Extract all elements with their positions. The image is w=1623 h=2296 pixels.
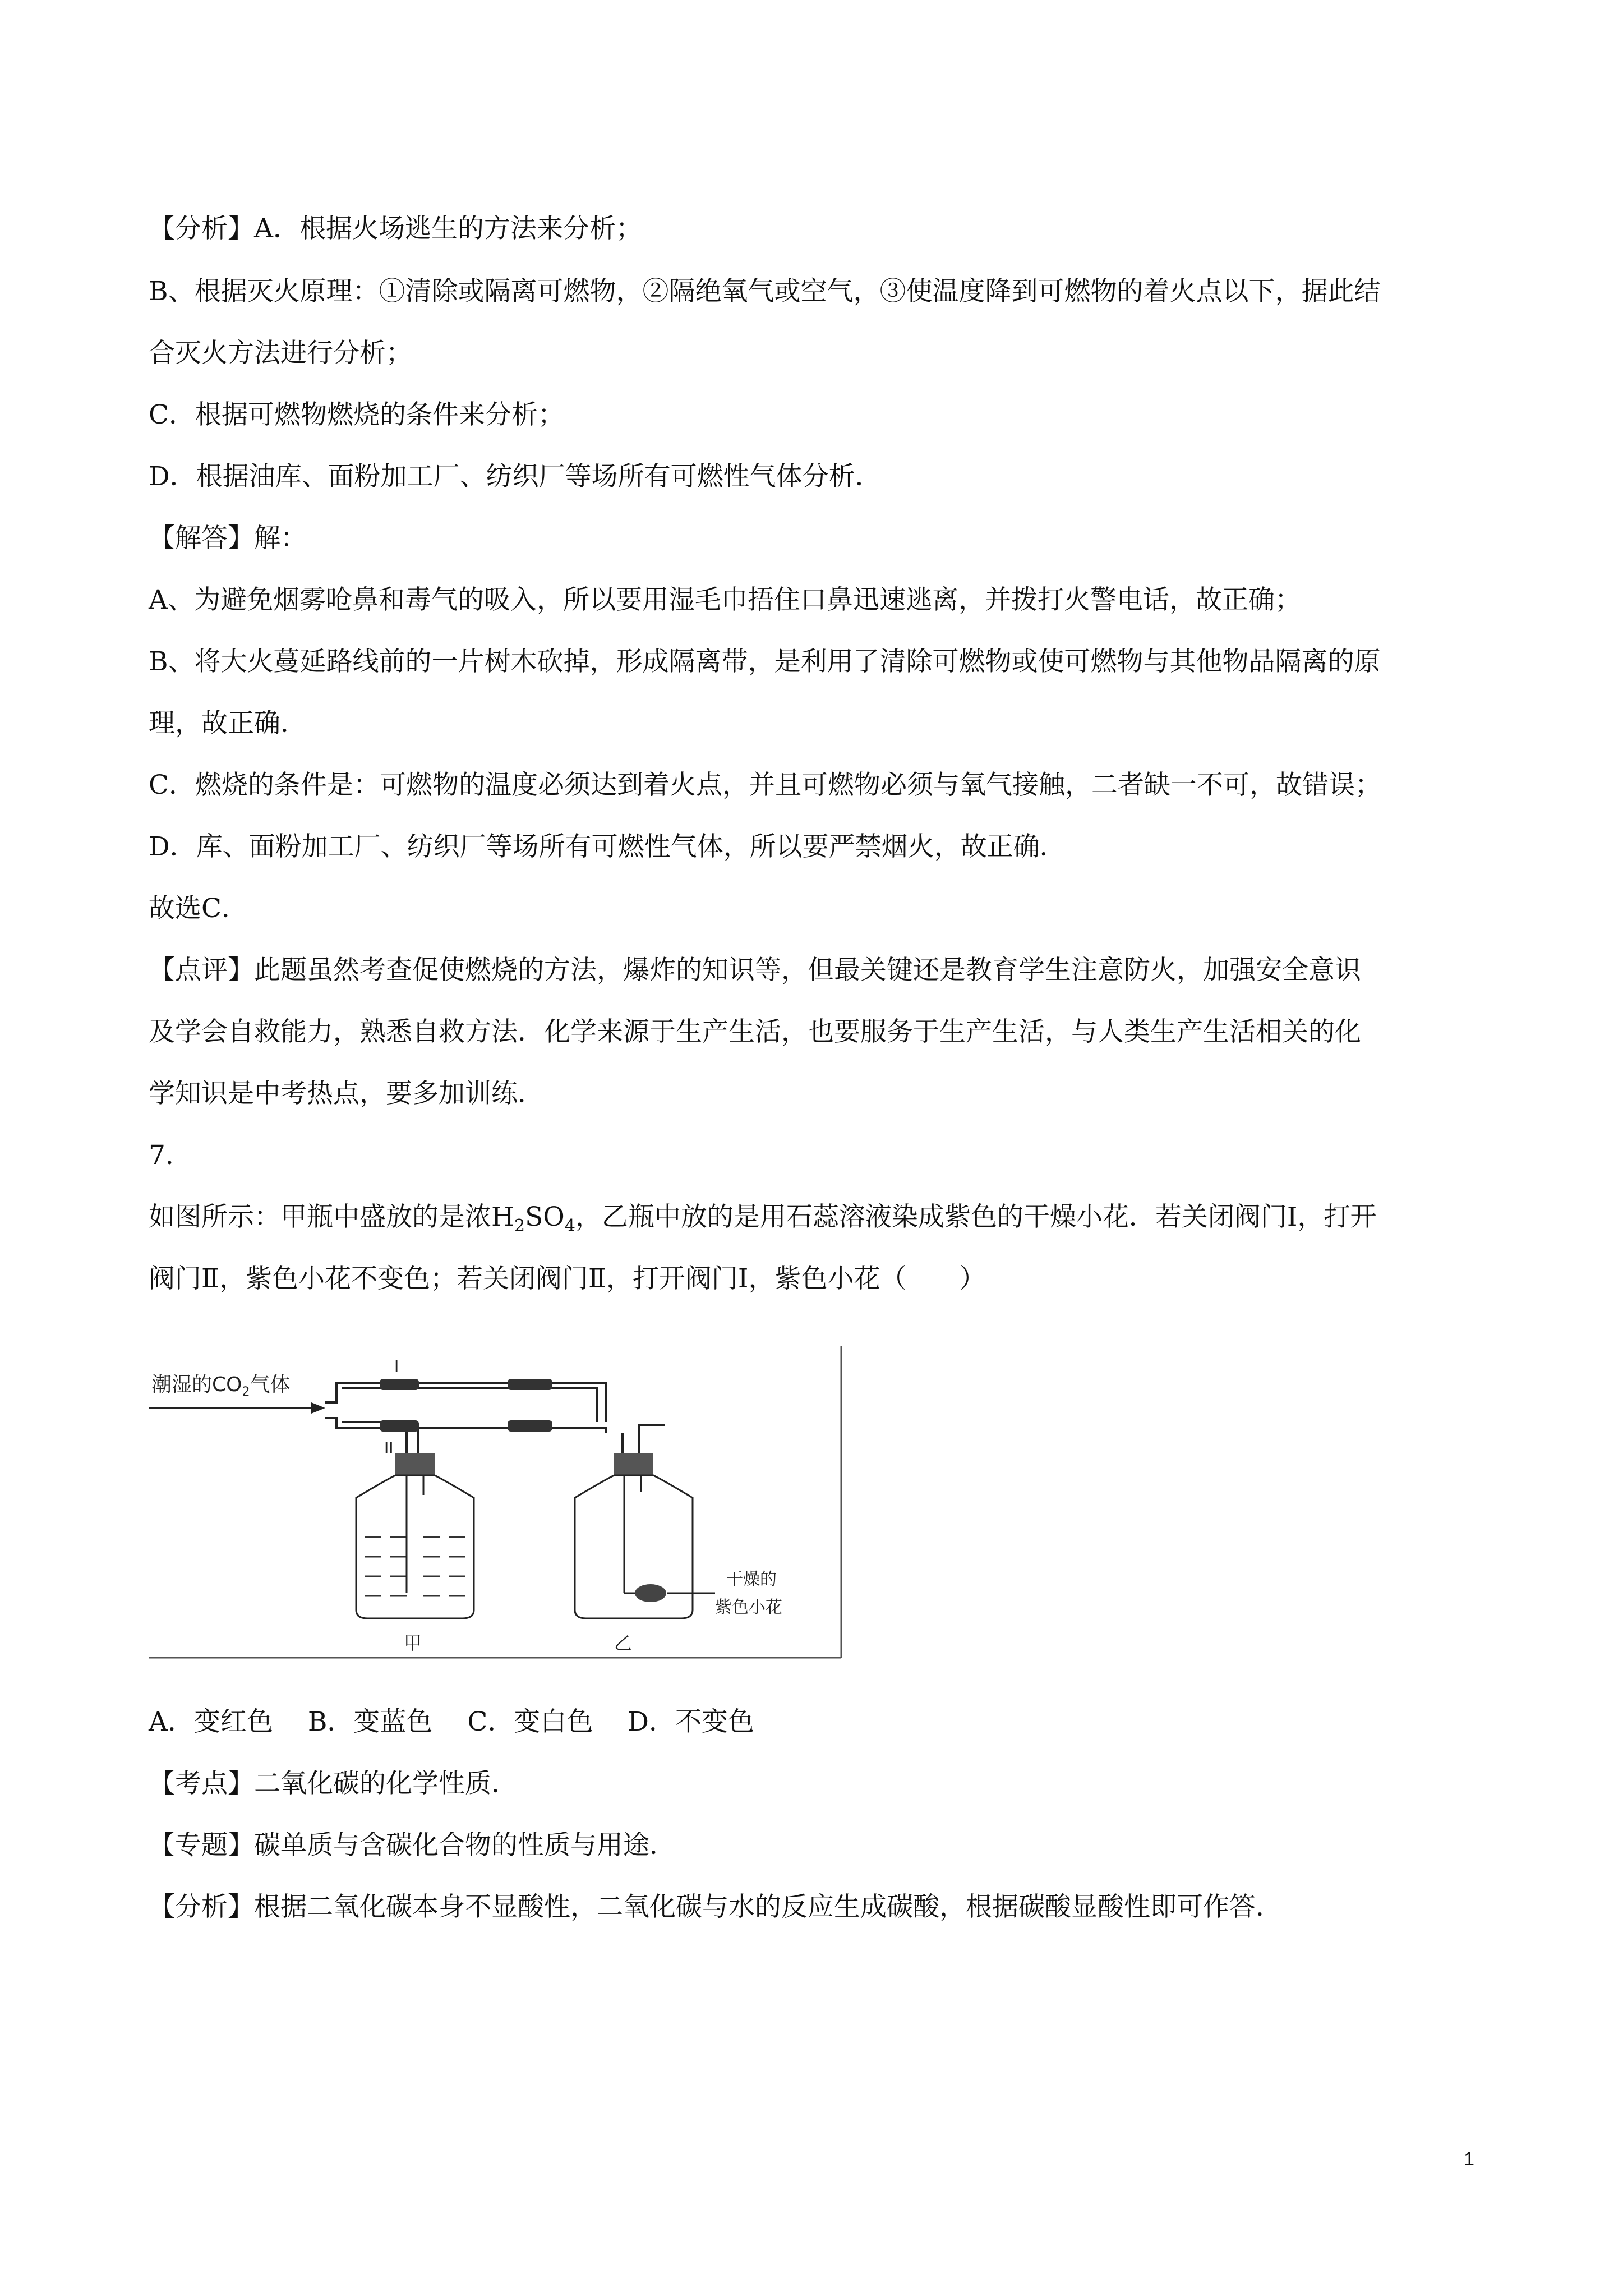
- answer-c: C．燃烧的条件是：可燃物的温度必须达到着火点，并且可燃物必须与氧气接触，二者缺一不可，故错误；: [149, 770, 1381, 800]
- analysis-d: D．根据油库、面粉加工厂、纺织厂等场所有可燃性气体分析．: [149, 461, 882, 492]
- answer-b-line1: B、将大火蔓延路线前的一片树木砍掉，形成隔离带，是利用了清除可燃物或使可燃物与其他物品隔离的原: [149, 646, 1381, 677]
- arrow-head-icon: [311, 1402, 325, 1414]
- comment-line2: 及学会自救能力，熟悉自救方法．化学来源于生产生活，也要服务于生产生活，与人类生产生活相关的化: [149, 1016, 1361, 1047]
- question-line2: 阀门Ⅱ，紫色小花不变色；若关闭阀门Ⅱ，打开阀门Ⅰ，紫色小花（ ）: [149, 1263, 986, 1294]
- bottle-jia: [356, 1453, 474, 1618]
- analysis-heading: 【分析】A．根据火场逃生的方法来分析；: [149, 213, 642, 244]
- analysis-c: C．根据可燃物燃烧的条件来分析；: [149, 399, 564, 430]
- flower-icon: [635, 1584, 666, 1602]
- bottle-jia-label: 甲: [404, 1632, 422, 1654]
- valve-2-label: II: [384, 1438, 394, 1457]
- analysis-7: 【分析】根据二氧化碳本身不显酸性，二氧化碳与水的反应生成碳酸，根据碳酸显酸性即可作答．: [149, 1892, 1282, 1922]
- analysis-b-line2: 合灭火方法进行分析；: [149, 338, 412, 369]
- clamps: [380, 1379, 552, 1432]
- bottle-yi: [575, 1453, 715, 1618]
- comment-line1: 【点评】此题虽然考查促使燃烧的方法，爆炸的知识等，但最关键还是教育学生注意防火，加强安全意识: [149, 955, 1361, 986]
- flower-label-2: 紫色小花: [715, 1598, 782, 1617]
- valve-1-label: I: [394, 1357, 399, 1375]
- analysis-b-line1: B、根据灭火原理：①清除或隔离可燃物，②隔绝氧气或空气，③使温度降到可燃物的着火点以下，据此结: [149, 276, 1381, 307]
- answer-d: D．库、面粉加工厂、纺织厂等场所有可燃性气体，所以要严禁烟火，故正确．: [149, 831, 1066, 862]
- topic: 【专题】碳单质与含碳化合物的性质与用途．: [149, 1830, 676, 1861]
- comment-line3: 学知识是中考热点，要多加训练．: [149, 1078, 544, 1109]
- gas-label: 潮湿的$CO_2$气体: [151, 1373, 291, 1399]
- answer-options: A．变红色 B．变蓝色 C．变白色 D．不变色: [149, 1706, 754, 1737]
- answer-choice: 故选C．: [149, 893, 248, 924]
- key-point: 【考点】二氧化碳的化学性质．: [149, 1768, 518, 1799]
- page-number: 1: [1464, 2148, 1474, 2170]
- apparatus-figure: [149, 1346, 844, 1660]
- flower-label-1: 干燥的: [726, 1570, 777, 1589]
- question-line1: 如图所示：甲瓶中盛放的是浓$H_2SO_4$，乙瓶中放的是用石蕊溶液染成紫色的干燥小花．若关闭阀门Ⅰ，打开: [149, 1202, 1377, 1236]
- bottle-yi-label: 乙: [614, 1632, 633, 1654]
- answer-b-line2: 理，故正确．: [149, 708, 307, 739]
- answer-a: A、为避免烟雾呛鼻和毒气的吸入，所以要用湿毛巾捂住口鼻迅速逃离，并拨打火警电话，故正确；: [149, 585, 1301, 615]
- question-number: 7.: [149, 1140, 174, 1171]
- tubing: [325, 1383, 665, 1453]
- answer-heading: 【解答】解：: [149, 523, 307, 554]
